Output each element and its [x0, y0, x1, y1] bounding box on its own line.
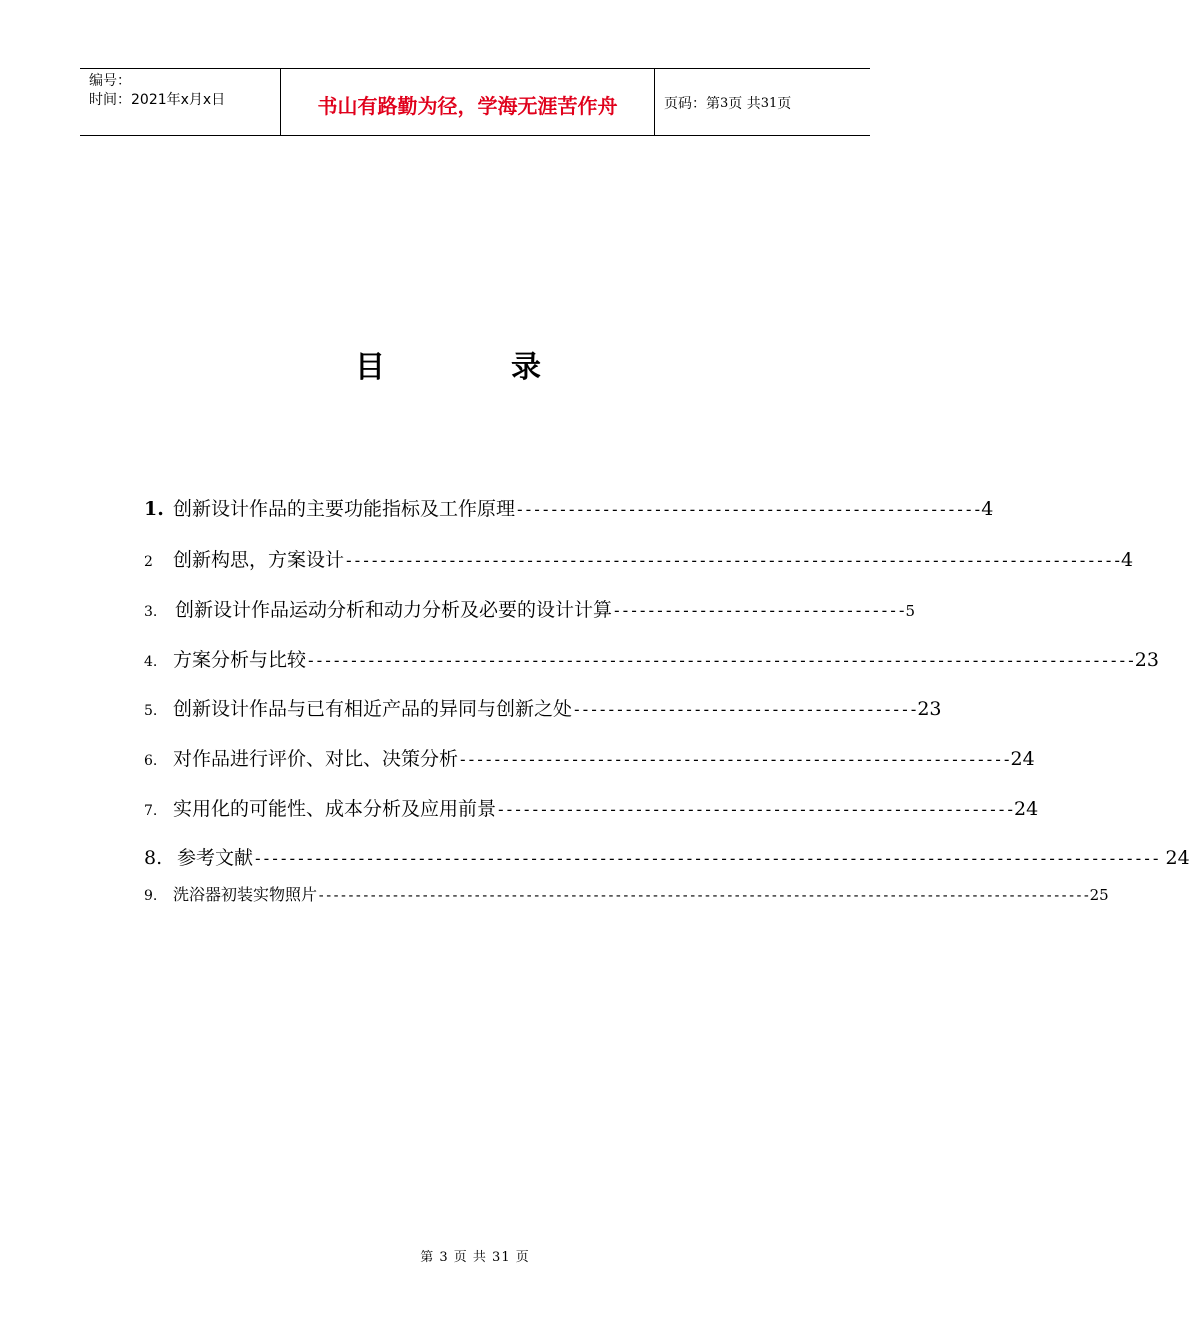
toc-entry-number: 1. [144, 498, 164, 520]
toc-entry-leader: ---------------------------------- [612, 601, 906, 620]
page-header [80, 68, 870, 136]
toc-entry[interactable] [144, 694, 942, 721]
toc-entry[interactable] [144, 645, 1159, 672]
toc-entry-leader: ---------------------------------------------------------------- [458, 750, 1011, 769]
toc-entry-text: 对作品进行评价、对比、决策分析 [173, 748, 459, 770]
toc-entry-page: 4 [1120, 549, 1134, 571]
toc-entry-page: 24 [1010, 748, 1035, 770]
page-footer: 第 3 页 共 31 页 [420, 1250, 530, 1265]
toc-entry-number: 6. [144, 753, 158, 769]
toc-entry-text: 方案分析与比较 [173, 649, 307, 671]
toc-title-char-1: 目 [355, 350, 385, 385]
toc-entry-page: 25 [1089, 886, 1109, 904]
toc-entry-text: 参考文献 [177, 847, 254, 869]
toc-entry-leader: ------------------------------------------------------------------------------------------------ [306, 651, 1135, 670]
header-page-cell [655, 69, 870, 135]
page-current: 3 [720, 95, 729, 111]
toc-entry-leader: --------------------------------------------------------------------------------------------------------- [253, 849, 1160, 868]
toc-entry-leader: ------------------------------------------------------------ [496, 800, 1014, 819]
toc-entry-page: 23 [917, 698, 942, 720]
toc-entry-number: 2 [144, 554, 153, 570]
toc-title [0, 338, 950, 388]
toc-entry-page: 24 [1159, 847, 1190, 869]
toc-entry[interactable] [144, 744, 1035, 771]
motto-text: 书山有路勤为径，学海无涯苦作舟 [317, 93, 618, 118]
toc-entry-leader: -------------------------------------------------------------------------------------------------------- [317, 888, 1090, 904]
page-label-suffix: 页 [777, 96, 792, 112]
toc-entry-page: 23 [1134, 649, 1159, 671]
toc-entry-text: 创新构思，方案设计 [173, 549, 345, 571]
toc-entry-page: 5 [905, 602, 916, 620]
serial-label: 编号： [89, 73, 131, 89]
toc-entry-number: 4. [144, 654, 158, 670]
toc-entry-number: 7. [144, 803, 158, 819]
toc-entry-text: 创新设计作品运动分析和动力分析及必要的设计计算 [175, 599, 613, 621]
toc-entry-page: 4 [981, 498, 994, 520]
page-label-mid: 页 共 [728, 96, 761, 112]
toc-entry-leader: ------------------------------------------------------------------------------------------ [344, 551, 1121, 570]
toc-entry[interactable] [144, 545, 1134, 572]
toc-entry-number: 9. [144, 888, 158, 904]
toc-entry-text: 创新设计作品与已有相近产品的异同与创新之处 [173, 698, 573, 720]
toc-entry-text: 创新设计作品的主要功能指标及工作原理 [173, 498, 516, 520]
toc-entry-page: 24 [1013, 798, 1039, 820]
toc-entry[interactable] [144, 494, 994, 521]
toc-entry-text: 洗浴器初装实物照片 [173, 885, 318, 904]
toc-entry[interactable] [144, 794, 1039, 821]
toc-entry-text: 实用化的可能性、成本分析及应用前景 [173, 798, 497, 820]
toc-entry-leader: ------------------------------------------------------ [515, 500, 982, 519]
toc-entry[interactable] [144, 882, 1109, 905]
toc-entry-number: 8. [144, 847, 163, 869]
header-meta-cell [80, 69, 281, 135]
toc-title-char-2: 录 [511, 350, 541, 385]
date-label: 时间：2021年x月x日 [89, 92, 226, 108]
toc-entry[interactable] [144, 595, 916, 622]
toc-entry-number: 3. [144, 604, 158, 620]
toc-entry-number: 5. [144, 703, 158, 719]
toc-entry-leader: ---------------------------------------- [572, 700, 918, 719]
page-total: 31 [760, 95, 778, 111]
header-motto-cell [281, 69, 655, 135]
toc-entry[interactable] [144, 843, 1190, 870]
page-label-prefix: 页码：第 [664, 96, 720, 112]
